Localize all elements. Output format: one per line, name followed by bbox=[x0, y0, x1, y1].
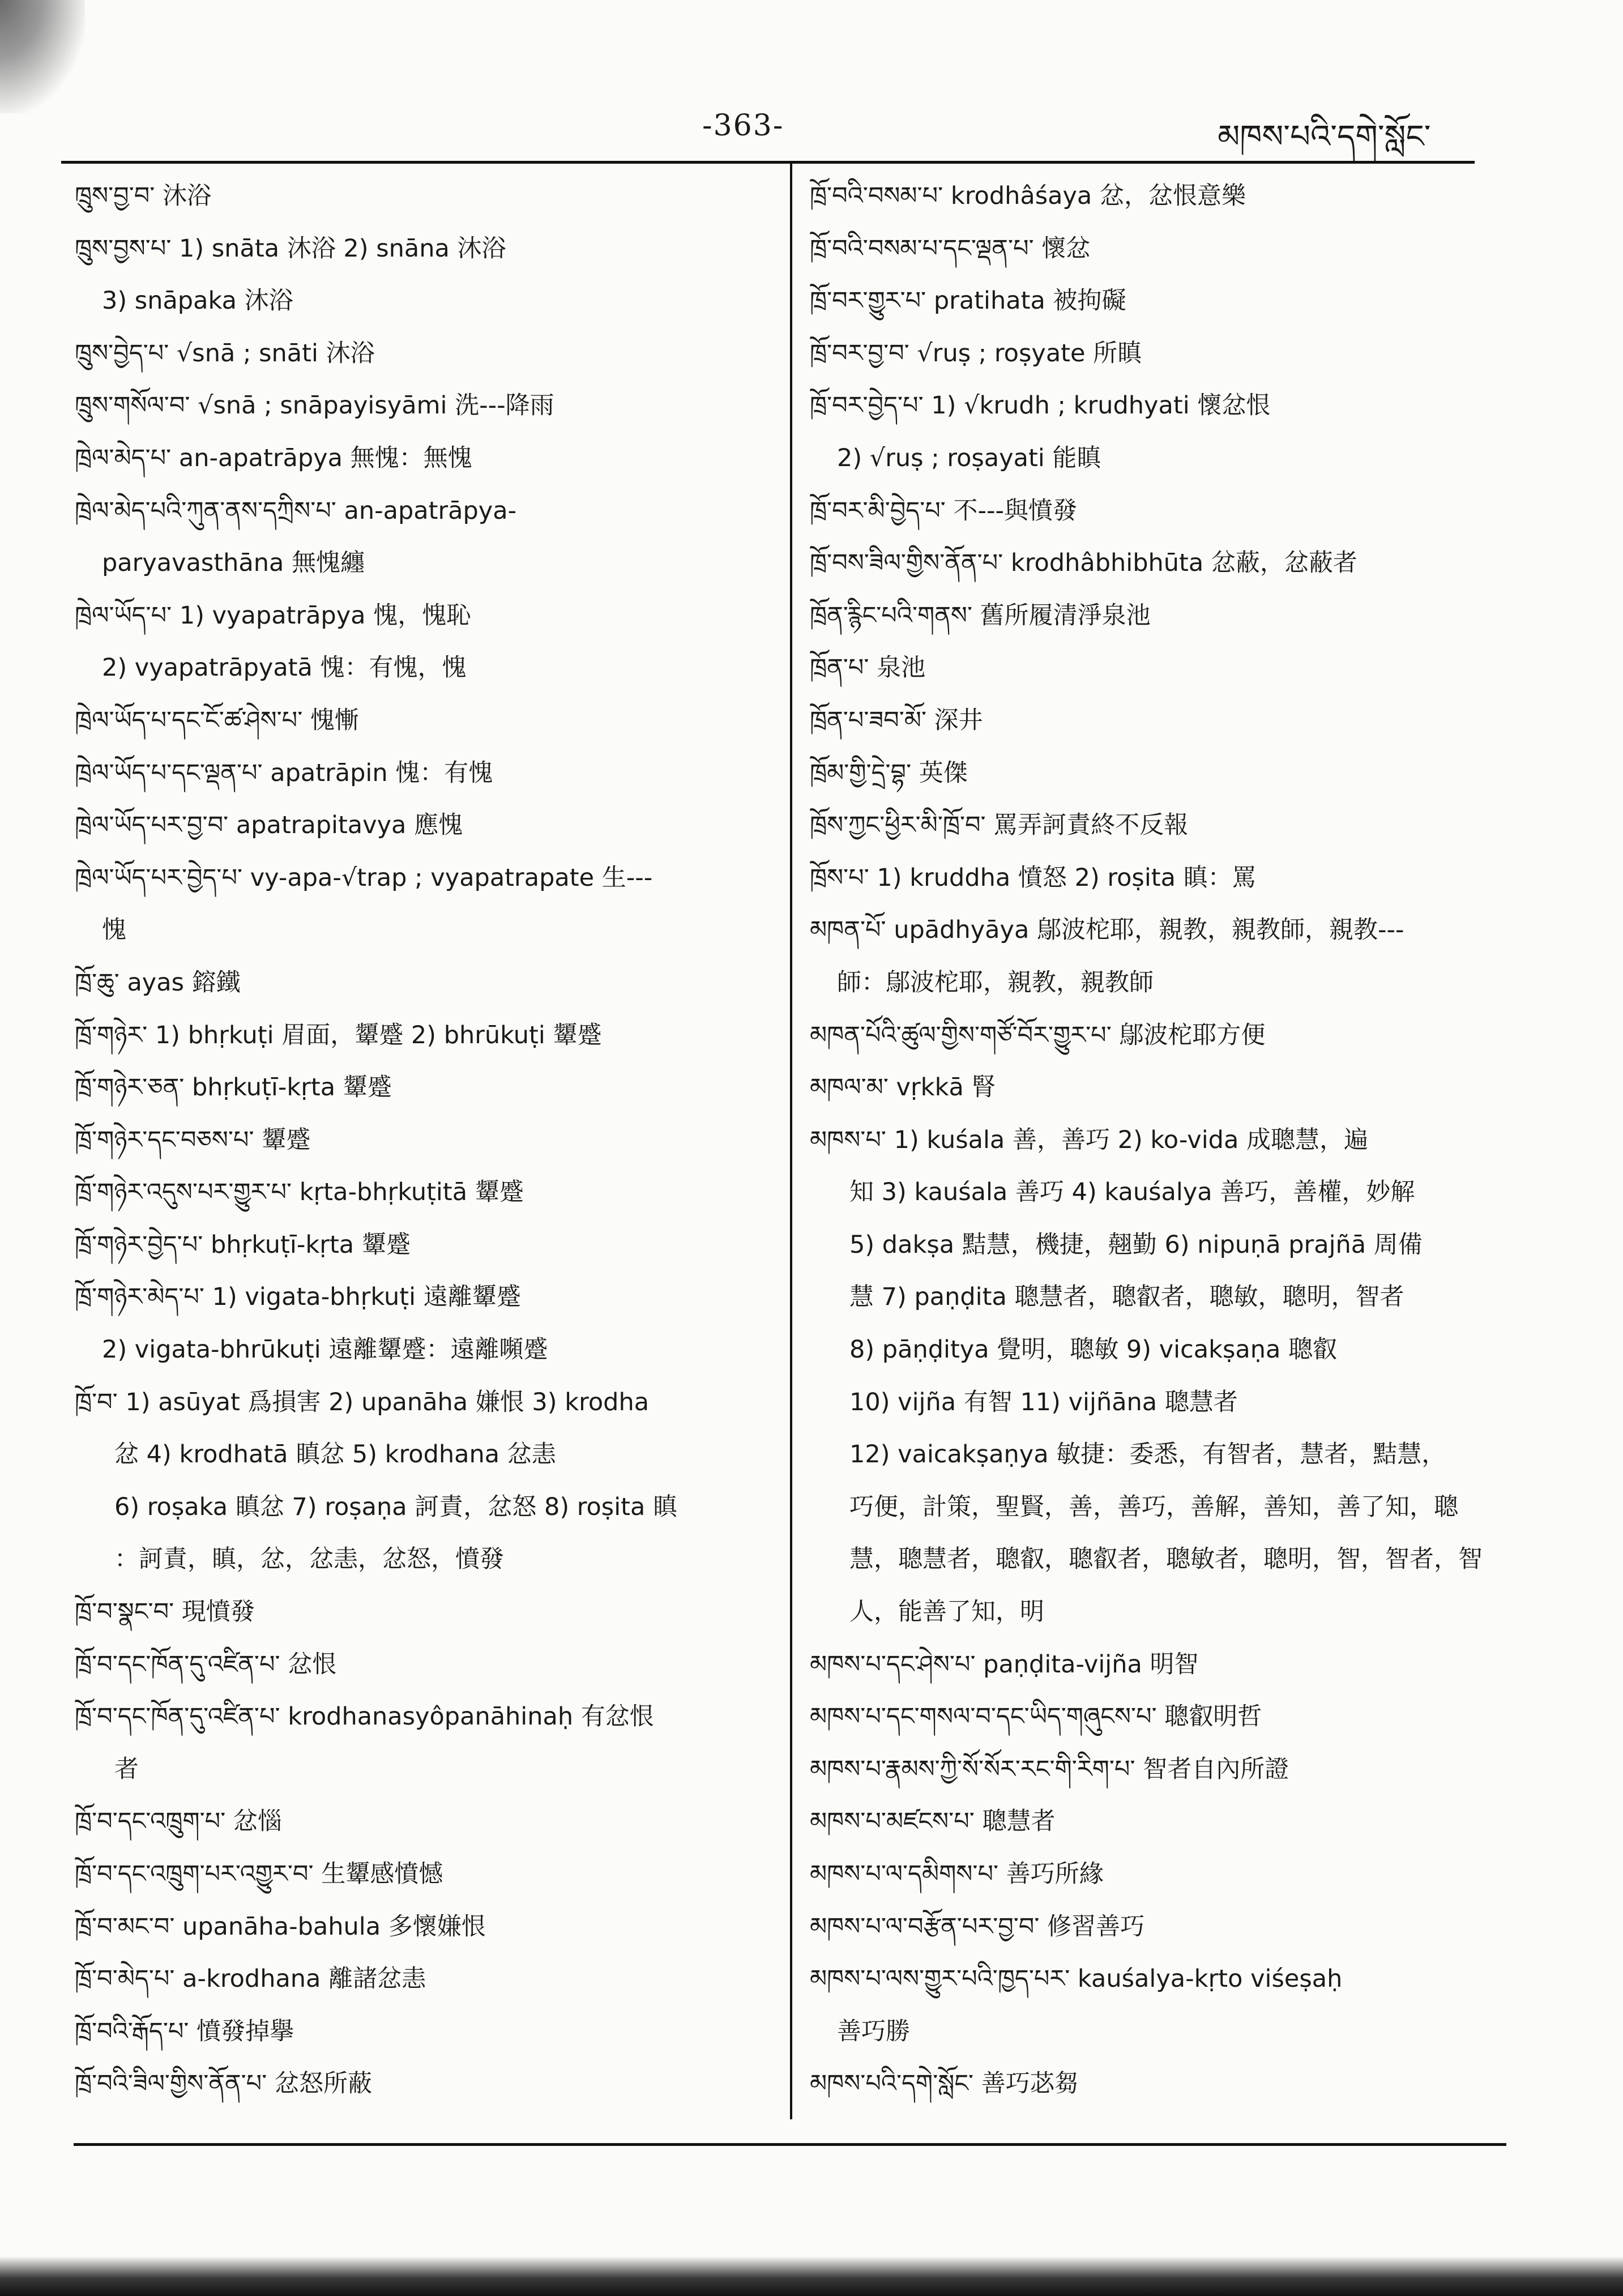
entry-line: paryavasthāna 無愧纏 bbox=[102, 549, 365, 578]
entry-line: ཁྲེལ་མེད་པའི་ཀུན་ནས་དཀྲིས་པ་ an-apatrāpya- bbox=[75, 496, 517, 525]
entry-line: ཁྲོ་གཉེར་འདུས་པར་གྱུར་པ་ kṛta-bhṛkuṭitā 顰蹙 bbox=[75, 1178, 524, 1207]
entry-line: ཁྲོ་ཆུ་ ayas 鎔鐵 bbox=[75, 968, 241, 997]
entry-line: ཁྲོ་བའི་བསམ་པ་ krodhâśaya 忿，忿恨意樂 bbox=[810, 182, 1246, 210]
entry-line: ཁྲེལ་མེད་པ་ an-apatrāpya 無愧：無愧 bbox=[75, 443, 472, 472]
entry-line: ཁྲོ་བར་གྱུར་པ་ pratihata 被拘礙 bbox=[810, 287, 1126, 315]
entry-line: མཁས་པ་ལ་དམིགས་པ་ 善巧所緣 bbox=[810, 1860, 1104, 1888]
entry-line: ཁྲོ་བ་དང་ཁོན་དུ་འཛིན་པ་ 忿恨 bbox=[75, 1650, 337, 1679]
entry-line: ཁྲེལ་ཡོད་པར་བྱེད་པ་ vy-apa-√trap ; vyapatrapate 生--- bbox=[75, 863, 653, 892]
entry-line: ཁྲོ་བར་བྱ་བ་ √ruṣ ; roṣyate 所瞋 bbox=[810, 339, 1142, 368]
entry-line: 3) snāpaka 沐浴 bbox=[102, 287, 293, 315]
entry-line: ཁྲོ་བའི་རྒོད་པ་ 憤發掉擧 bbox=[75, 2017, 294, 2046]
entry-line: 師：鄔波柁耶，親教，親教師 bbox=[837, 968, 1154, 997]
entry-line: 2) vyapatrāpyatā 愧：有愧，愧 bbox=[102, 654, 467, 682]
entry-line: ཁྲོ་བའི་བསམ་པ་དང་ལྡན་པ་ 懷忿 bbox=[810, 234, 1091, 263]
entry-line: མཁས་པའི་དགེ་སློང་ 善巧苾芻 bbox=[810, 2069, 1079, 2098]
entry-line: མཁས་པ་ལ་བརྩོན་པར་བྱ་བ་ 修習善巧 bbox=[810, 1912, 1145, 1941]
entry-line: མཁལ་མ་ vṛkkā 腎 bbox=[810, 1073, 996, 1102]
entry-line: 慧，聰慧者，聰叡，聰叡者，聰敏者，聰明，智，智者，智 bbox=[849, 1545, 1483, 1574]
entry-line: ཁྲེལ་ཡོད་པར་བྱ་བ་ apatrapitavya 應愧 bbox=[75, 811, 463, 840]
entry-line: མཁས་པ་ 1) kuśala 善，善巧 2) ko-vida 成聰慧，遍 bbox=[810, 1125, 1368, 1154]
entry-line: 巧便，計策，聖賢，善，善巧，善解，善知，善了知，聰 bbox=[849, 1492, 1458, 1521]
entry-line: མཁས་པ་རྣམས་ཀྱི་སོ་སོར་རང་གི་རིག་པ་ 智者自內所證 bbox=[810, 1755, 1289, 1783]
entry-line: 慧 7) paṇḍita 聰慧者，聰叡者，聰敏，聰明，智者 bbox=[849, 1283, 1404, 1312]
entry-line: ：訶責，瞋，忿，忿恚，忿怒，憤發 bbox=[114, 1545, 504, 1574]
entry-line: ཁྲོ་བར་བྱེད་པ་ 1) √krudh ; krudhyati 懷忿恨 bbox=[810, 391, 1271, 420]
entry-line: ཁྲེལ་ཡོད་པ་དང་ལྡན་པ་ apatrāpin 愧：有愧 bbox=[75, 758, 493, 787]
entry-line: ཁྲོས་ཀྱང་ཕྱིར་མི་ཁྲོ་བ་ 罵弄訶責終不反報 bbox=[810, 811, 1189, 840]
scan-shadow-top-left bbox=[0, 0, 85, 113]
entry-line: ཁྲོ་བ་སྣང་བ་ 現憤發 bbox=[75, 1598, 255, 1627]
entry-line: ཁྲུས་བྱས་པ་ 1) snāta 沐浴 2) snāna 沐浴 bbox=[75, 234, 506, 263]
running-head: མཁས་པའི་དགེ་སློང་ bbox=[1218, 118, 1431, 155]
entry-line: 6) roṣaka 瞋忿 7) roṣaṇa 訶責，忿怒 8) roṣita 瞋 bbox=[114, 1492, 678, 1521]
entry-line: 人，能善了知，明 bbox=[849, 1598, 1044, 1627]
entry-line: ཁྲོན་པ་ཟབ་མོ་ 深井 bbox=[810, 706, 983, 735]
entry-line: ཁྲོ་བ་དང་ཁོན་དུ་འཛིན་པ་ krodhanasyôpanāhinaḥ 有忿恨 bbox=[75, 1702, 654, 1731]
entry-line: 12) vaicakṣaṇya 敏捷：委悉，有智者，慧者，黠慧， bbox=[849, 1440, 1446, 1469]
entry-line: 2) vigata-bhrūkuṭi 遠離顰蹙：遠離嚬蹙 bbox=[102, 1335, 548, 1364]
entry-line: ཁྲོ་བར་མི་བྱེད་པ་ 不---與憤發 bbox=[810, 496, 1078, 525]
entry-line: ཁྲོ་བ་མེད་པ་ a-krodhana 離諸忿恚 bbox=[75, 1965, 426, 1994]
entry-line: ཁྲོ་བའི་ཟིལ་གྱིས་ནོན་པ་ 忿怒所蔽 bbox=[75, 2069, 372, 2098]
bottom-rule bbox=[74, 2143, 1506, 2146]
entry-line: ཁྲེལ་ཡོད་པ་ 1) vyapatrāpya 愧，愧恥 bbox=[75, 601, 471, 630]
entry-line: ཁྲོ་གཉེར་ 1) bhṛkuṭi 眉面，顰蹙 2) bhrūkuṭi 顰蹙 bbox=[75, 1021, 602, 1049]
entry-line: ཁྲོས་པ་ 1) kruddha 憤怒 2) roṣita 瞋：罵 bbox=[810, 863, 1257, 892]
entry-line: 者 bbox=[114, 1755, 139, 1783]
entry-line: མཁན་པོའི་ཚུལ་གྱིས་གཙོ་བོར་གྱུར་པ་ 鄔波柁耶方便 bbox=[810, 1021, 1266, 1049]
entry-line: 愧 bbox=[102, 916, 126, 945]
entry-line: ཁྲོ་གཉེར་བྱེད་པ་ bhṛkuṭī-kṛta 顰蹙 bbox=[75, 1230, 411, 1259]
entry-line: ཁྲུས་གསོལ་བ་ √snā ; snāpayisyāmi 洗---降雨 bbox=[75, 391, 554, 420]
entry-line: ཁྲོ་བ་དང་འཁྲུག་པར་འགྱུར་བ་ 生顰感憤憾 bbox=[75, 1860, 443, 1888]
entry-line: ཁྲོ་བ་མང་བ་ upanāha-bahula 多懷嫌恨 bbox=[75, 1912, 486, 1941]
entry-line: 5) dakṣa 黠慧，機捷，翹勤 6) nipuṇā prajñā 周備 bbox=[849, 1230, 1423, 1259]
entry-line: མཁན་པོ་ upādhyāya 鄔波柁耶，親教，親教師，親教--- bbox=[810, 916, 1404, 945]
entry-line: ཁྲོན་རྙིང་པའི་གནས་ 舊所履清淨泉池 bbox=[810, 601, 1151, 630]
entry-line: ཁྲོ་གཉེར་ཅན་ bhṛkuṭī-kṛta 顰蹙 bbox=[75, 1073, 392, 1102]
entry-line: ཁྲོ་གཉེར་མེད་པ་ 1) vigata-bhṛkuṭi 遠離顰蹙 bbox=[75, 1283, 521, 1312]
entry-line: ཁྲོམ་གྱི་དྲེ་བྷ་ 英傑 bbox=[810, 758, 968, 787]
entry-line: 10) vijña 有智 11) vijñāna 聰慧者 bbox=[849, 1388, 1238, 1416]
entry-line: མཁས་པ་དང་གསལ་བ་དང་ཡིད་གཞུངས་པ་ 聰叡明哲 bbox=[810, 1702, 1262, 1731]
entry-line: ཁྲེལ་ཡོད་པ་དང་ངོ་ཚ་ཤེས་པ་ 愧慚 bbox=[75, 706, 359, 735]
entry-line: 知 3) kauśala 善巧 4) kauśalya 善巧，善權，妙解 bbox=[849, 1178, 1415, 1207]
entry-line: ཁྲོན་པ་ 泉池 bbox=[810, 654, 926, 682]
entry-line: 忿 4) krodhatā 瞋忿 5) krodhana 忿恚 bbox=[114, 1440, 556, 1469]
scan-shadow-bottom bbox=[0, 2256, 1623, 2296]
entry-line: ཁྲོ་བས་ཟིལ་གྱིས་ནོན་པ་ krodhâbhibhūta 忿蔽，忿蔽者 bbox=[810, 549, 1357, 578]
entry-line: ཁྲུས་བྱ་བ་ 沐浴 bbox=[75, 182, 212, 210]
page-number: -363- bbox=[702, 109, 784, 143]
column-divider bbox=[790, 162, 792, 2119]
entry-line: 2) √ruṣ ; roṣayati 能瞋 bbox=[837, 443, 1101, 472]
entry-line: ཁྲོ་བ་དང་འཁྲུག་པ་ 忿惱 bbox=[75, 1807, 282, 1836]
entry-line: 善巧勝 bbox=[837, 2017, 910, 2046]
entry-line: མཁས་པ་མཛངས་པ་ 聰慧者 bbox=[810, 1807, 1056, 1836]
top-rule bbox=[61, 161, 1475, 164]
entry-line: མཁས་པ་དང་ཤེས་པ་ paṇḍita-vijña 明智 bbox=[810, 1650, 1199, 1679]
right-column bbox=[810, 170, 1484, 2110]
entry-line: མཁས་པ་ལས་གྱུར་པའི་ཁྱད་པར་ kauśalya-kṛto viśeṣaḥ bbox=[810, 1965, 1343, 1994]
entry-line: ཁྲུས་བྱེད་པ་ √snā ; snāti 沐浴 bbox=[75, 339, 375, 368]
entry-line: ཁྲོ་བ་ 1) asūyat 爲損害 2) upanāha 嫌恨 3) krodha bbox=[75, 1388, 650, 1416]
entry-line: ཁྲོ་གཉེར་དང་བཅས་པ་ 顰蹙 bbox=[75, 1125, 311, 1154]
left-column bbox=[75, 170, 777, 2110]
entry-line: 8) pāṇḍitya 覺明，聰敏 9) vicakṣaṇa 聰叡 bbox=[849, 1335, 1338, 1364]
